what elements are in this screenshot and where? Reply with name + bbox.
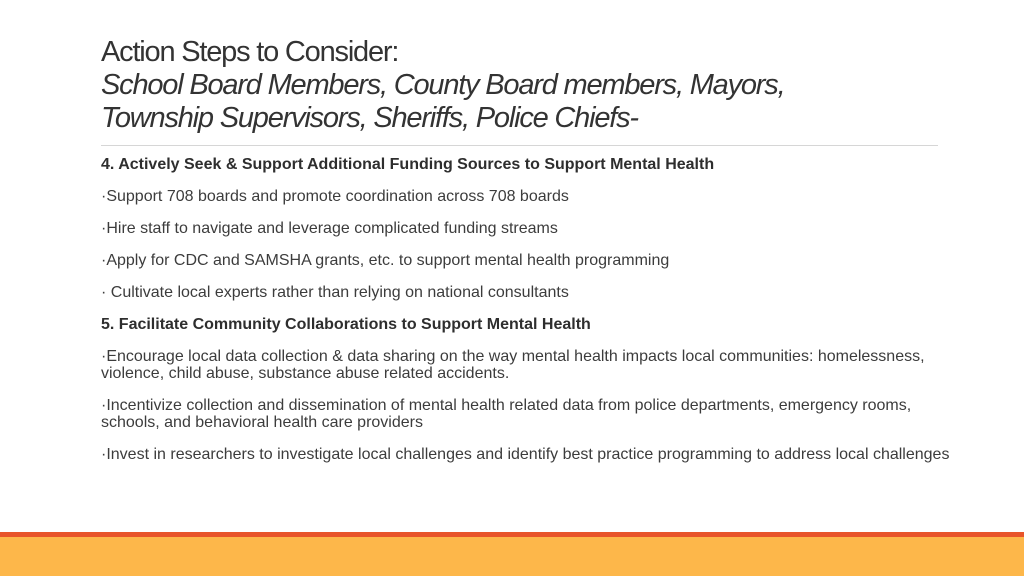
footer-band	[0, 537, 1024, 576]
section-4-heading: 4. Actively Seek & Support Additional Funding Sources to Support Mental Health	[101, 156, 715, 173]
section-5-heading: 5. Facilitate Community Collaborations to Support Mental Health	[101, 316, 591, 333]
section-4-item: · Cultivate local experts rather than relying on national consultants	[101, 284, 569, 301]
slide-title	[101, 36, 961, 135]
title-line-3: Township Supervisors, Sheriffs, Police Chiefs-	[101, 102, 638, 134]
section-5-item: ·Invest in researchers to investigate local challenges and identify best practice programming to address local challenges	[101, 446, 950, 463]
title-line-1: Action Steps to Consider:	[101, 36, 399, 68]
section-5-item: ·Encourage local data collection & data sharing on the way mental health impacts local communities: homelessness, violence, child abuse, substance abuse related accidents.	[101, 348, 925, 382]
section-5-item: ·Incentivize collection and dissemination of mental health related data from police departments, emergency rooms, schools, and behavioral health care providers	[101, 397, 912, 431]
section-4-item: ·Support 708 boards and promote coordination across 708 boards	[101, 188, 569, 205]
title-line-2: School Board Members, County Board members, Mayors,	[101, 69, 785, 101]
section-4-item: ·Apply for CDC and SAMSHA grants, etc. to support mental health programming	[101, 252, 670, 269]
slide-body	[101, 156, 951, 478]
section-4-item: ·Hire staff to navigate and leverage complicated funding streams	[101, 220, 558, 237]
title-divider	[101, 145, 938, 146]
